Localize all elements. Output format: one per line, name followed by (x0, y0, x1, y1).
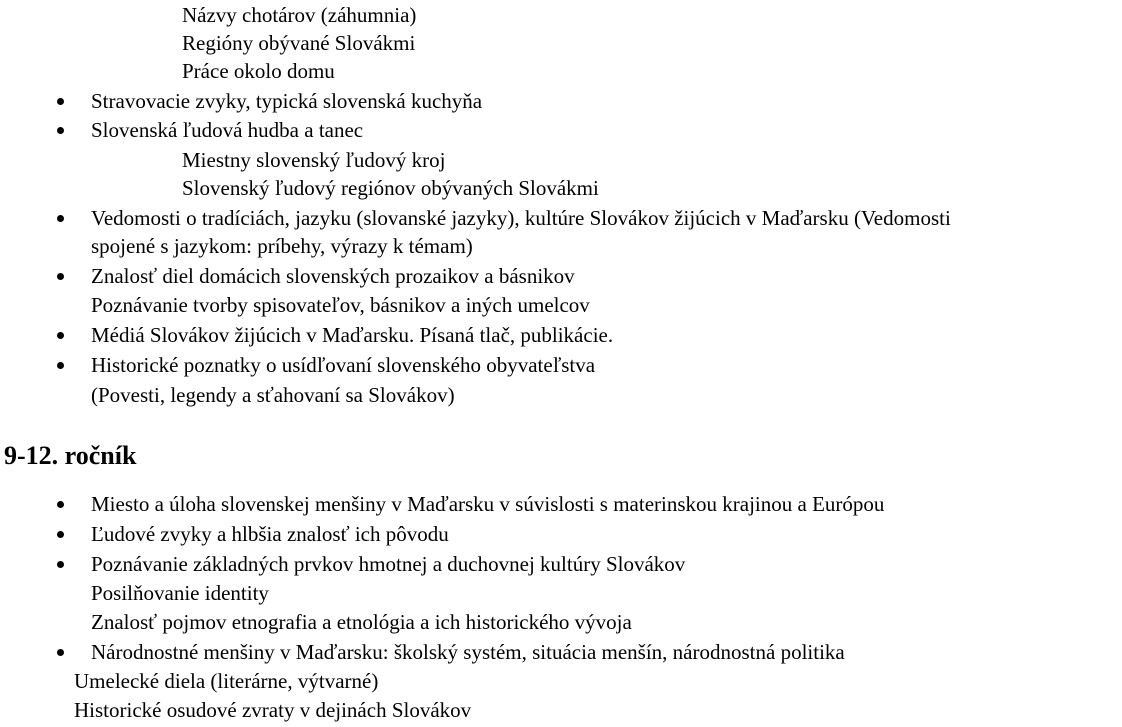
list-item: Ľudové zvyky a hlbšia znalosť ich pôvodu (91, 522, 449, 546)
list-item-continuation: Posilňovanie identity (91, 581, 269, 605)
list-item-continuation: (Povesti, legendy a sťahovaní sa Slovákov) (91, 383, 455, 407)
bullet-icon (57, 362, 64, 369)
section-heading: 9-12. ročník (4, 441, 137, 470)
bullet-icon (57, 649, 64, 656)
bullet-icon (57, 531, 64, 538)
list-item-continuation: spojené s jazykom: príbehy, výrazy k témam) (91, 234, 473, 258)
bullet-icon (57, 215, 64, 222)
list-item: Miesto a úloha slovenskej menšiny v Maďarsku v súvislosti s materinskou krajinou a Európou (91, 492, 885, 516)
bullet-icon (57, 273, 64, 280)
trailing-line: Historické osudové zvraty v dejinách Slovákov (74, 698, 472, 722)
sub-item: Slovenský ľudový regiónov obývaných Slovákmi (182, 176, 599, 200)
list-item: Slovenská ľudová hudba a tanec (91, 118, 364, 142)
bullet-icon (57, 98, 64, 105)
bullet-icon (57, 332, 64, 339)
bullet-icon (57, 127, 64, 134)
list-item-continuation: Poznávanie tvorby spisovateľov, básnikov a iných umelcov (91, 293, 590, 317)
list-item: Vedomosti o tradíciách, jazyku (slovanské jazyky), kultúre Slovákov žijúcich v Maďarsku (Vedomosti (91, 206, 951, 230)
trailing-line: Umelecké diela (literárne, výtvarné) (74, 669, 379, 693)
list-item: Stravovacie zvyky, typická slovenská kuchyňa (91, 89, 483, 113)
sub-item: Práce okolo domu (182, 59, 335, 83)
bullet-icon (57, 561, 64, 568)
list-item: Historické poznatky o usídľovaní slovenského obyvateľstva (91, 353, 596, 377)
list-item-continuation: Znalosť pojmov etnografia a etnológia a ich historického vývoja (91, 610, 632, 634)
sub-item: Názvy chotárov (záhumnia) (182, 3, 417, 27)
list-item: Znalosť diel domácich slovenských prozaikov a básnikov (91, 264, 575, 288)
bullet-icon (57, 501, 64, 508)
sub-item: Regióny obývané Slovákmi (182, 31, 416, 55)
list-item: Poznávanie základných prvkov hmotnej a duchovnej kultúry Slovákov (91, 552, 686, 576)
list-item: Médiá Slovákov žijúcich v Maďarsku. Písaná tlač, publikácie. (91, 323, 614, 347)
list-item: Národnostné menšiny v Maďarsku: školský systém, situácia menšín, národnostná politika (91, 640, 845, 664)
sub-item: Miestny slovenský ľudový kroj (182, 148, 446, 172)
